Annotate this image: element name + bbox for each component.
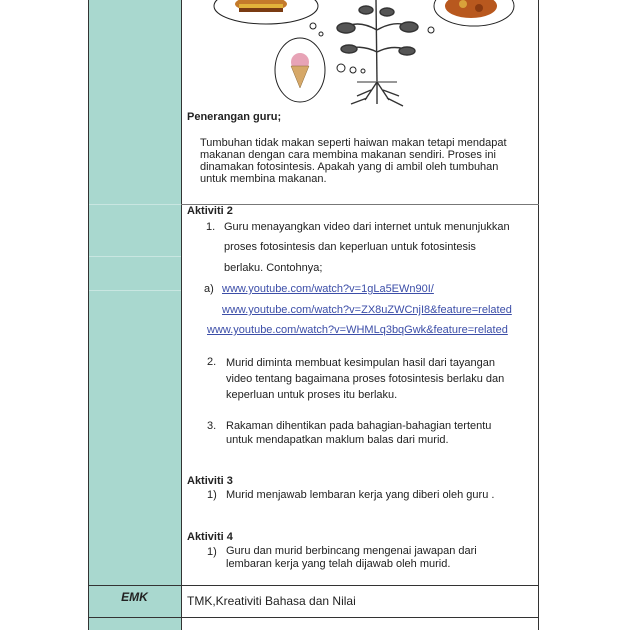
aktiviti2-item2-line: keperluan untuk proses itu berlaku.	[226, 389, 398, 401]
aktiviti4-item1-text	[226, 545, 477, 571]
penerangan-text	[200, 137, 535, 185]
meal-bubble	[428, 0, 514, 33]
emk-label: EMK	[121, 590, 148, 604]
aktiviti4-item1-line: Guru dan murid berbincang mengenai jawapan dari	[226, 545, 477, 557]
aktiviti4-item1-number: 1)	[207, 546, 217, 558]
row-divider-aktiviti2	[181, 204, 539, 205]
plant-illustration	[181, 0, 538, 112]
aktiviti2-item1-line: Guru menayangkan video dari internet untuk menunjukkan	[224, 221, 510, 233]
penerangan-line: Tumbuhan tidak makan seperti haiwan makan tetapi mendapat	[200, 137, 507, 149]
row-divider-bottom	[88, 617, 539, 618]
aktiviti2-heading: Aktiviti 2	[187, 205, 233, 217]
link-prefix: a)	[204, 283, 214, 295]
burger-bubble	[214, 0, 323, 36]
table-border-right	[538, 0, 539, 630]
aktiviti2-item1-line: proses fotosintesis dan keperluan untuk fotosintesis	[224, 241, 476, 253]
aktiviti2-item3-line: untuk mendapatkan maklum balas dari murid.	[226, 434, 449, 446]
emk-value: TMK,Kreativiti Bahasa dan Nilai	[187, 594, 356, 608]
penerangan-line: dinamakan fotosintesis. Apakah yang di ambil oleh tumbuhan	[200, 161, 499, 173]
penerangan-line: untuk membina makanan.	[200, 173, 327, 185]
aktiviti2-item2-line: video tentang bagaimana proses fotosintesis berlaku dan	[226, 373, 505, 385]
youtube-link-2[interactable]: www.youtube.com/watch?v=ZX8uZWCnjI8&feature=related	[222, 304, 512, 316]
aktiviti2-item3-line: Rakaman dihentikan pada bahagian-bahagian tertentu	[226, 420, 492, 432]
youtube-link-1[interactable]: www.youtube.com/watch?v=1gLa5EWn90I/	[222, 283, 434, 295]
aktiviti2-item2-text	[226, 355, 504, 403]
penerangan-heading: Penerangan guru;	[187, 111, 282, 123]
aktiviti3-heading: Aktiviti 3	[187, 475, 233, 487]
left-cell-divider	[89, 256, 181, 257]
row-divider-emk	[88, 585, 539, 586]
penerangan-line: makanan dengan cara membina makanan sendiri. Proses ini	[200, 149, 496, 161]
left-cell-divider	[89, 204, 181, 205]
aktiviti2-item2-line: Murid diminta membuat kesimpulan hasil dari tayangan	[226, 357, 496, 369]
aktiviti4-item1-line: lembaran kerja yang telah dijawab oleh murid.	[226, 558, 451, 570]
aktiviti4-heading: Aktiviti 4	[187, 531, 233, 543]
left-cell-divider	[89, 290, 181, 291]
table-border-left	[88, 0, 89, 630]
left-column	[88, 0, 181, 630]
aktiviti2-item3-number: 3.	[207, 420, 217, 432]
aktiviti3-item1-line: Murid menjawab lembaran kerja yang diberi oleh guru .	[226, 489, 495, 501]
aktiviti2-item3-text	[226, 419, 491, 447]
aktiviti2-item2-number: 2.	[207, 356, 217, 368]
aktiviti3-item1-number: 1)	[207, 489, 217, 501]
aktiviti2-item1-line: berlaku. Contohnya;	[224, 262, 323, 274]
aktiviti2-item1-number: 1.	[206, 221, 216, 233]
youtube-link-3[interactable]: www.youtube.com/watch?v=WHMLq3bqGwk&feature=related	[207, 324, 508, 336]
plant-icon	[337, 0, 418, 106]
